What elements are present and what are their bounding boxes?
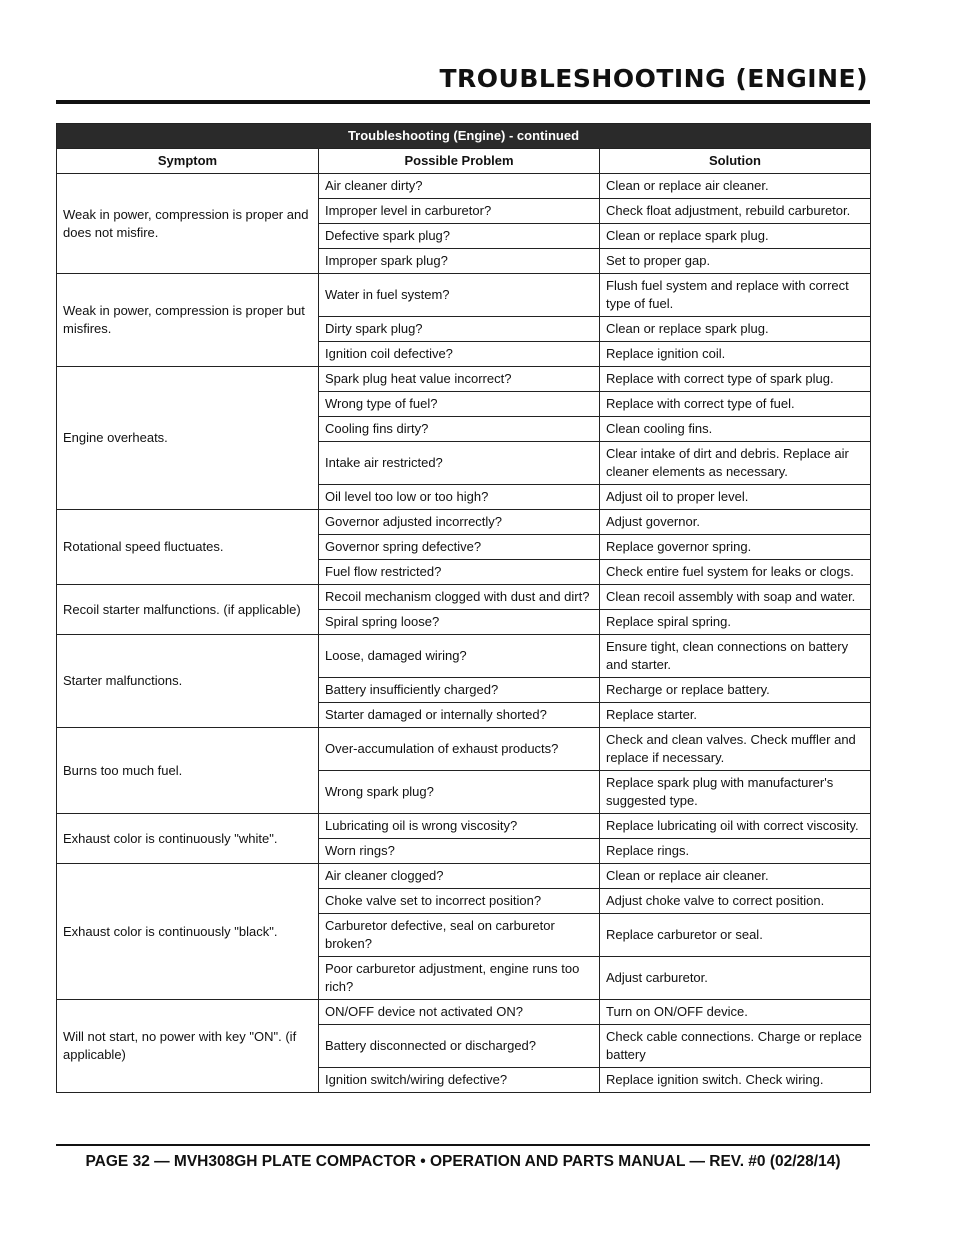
possible-problem-cell: Wrong type of fuel? bbox=[319, 392, 600, 417]
symptom-cell: Weak in power, compression is proper but misfires. bbox=[57, 274, 319, 367]
solution-cell: Replace carburetor or seal. bbox=[600, 914, 871, 957]
possible-problem-cell: Dirty spark plug? bbox=[319, 317, 600, 342]
possible-problem-cell: Carburetor defective, seal on carburetor broken? bbox=[319, 914, 600, 957]
possible-problem-cell: ON/OFF device not activated ON? bbox=[319, 1000, 600, 1025]
column-header-symptom: Symptom bbox=[57, 149, 319, 174]
possible-problem-cell: Choke valve set to incorrect position? bbox=[319, 889, 600, 914]
solution-cell: Ensure tight, clean connections on battery and starter. bbox=[600, 635, 871, 678]
possible-problem-cell: Spark plug heat value incorrect? bbox=[319, 367, 600, 392]
solution-cell: Replace rings. bbox=[600, 839, 871, 864]
possible-problem-cell: Spiral spring loose? bbox=[319, 610, 600, 635]
possible-problem-cell: Fuel flow restricted? bbox=[319, 560, 600, 585]
troubleshooting-table bbox=[56, 123, 871, 1093]
possible-problem-cell: Wrong spark plug? bbox=[319, 771, 600, 814]
solution-cell: Clean recoil assembly with soap and water. bbox=[600, 585, 871, 610]
table-row bbox=[57, 1000, 871, 1025]
footer-divider bbox=[56, 1144, 870, 1146]
possible-problem-cell: Improper spark plug? bbox=[319, 249, 600, 274]
solution-cell: Adjust carburetor. bbox=[600, 957, 871, 1000]
symptom-cell: Exhaust color is continuously "white". bbox=[57, 814, 319, 864]
column-header-possible-problem: Possible Problem bbox=[319, 149, 600, 174]
solution-cell: Replace ignition coil. bbox=[600, 342, 871, 367]
solution-cell: Adjust oil to proper level. bbox=[600, 485, 871, 510]
solution-cell: Replace lubricating oil with correct viscosity. bbox=[600, 814, 871, 839]
possible-problem-cell: Air cleaner dirty? bbox=[319, 174, 600, 199]
table-row bbox=[57, 174, 871, 199]
possible-problem-cell: Governor adjusted incorrectly? bbox=[319, 510, 600, 535]
possible-problem-cell: Defective spark plug? bbox=[319, 224, 600, 249]
possible-problem-cell: Starter damaged or internally shorted? bbox=[319, 703, 600, 728]
table-row bbox=[57, 367, 871, 392]
solution-cell: Replace with correct type of spark plug. bbox=[600, 367, 871, 392]
table-row bbox=[57, 864, 871, 889]
possible-problem-cell: Ignition coil defective? bbox=[319, 342, 600, 367]
possible-problem-cell: Ignition switch/wiring defective? bbox=[319, 1068, 600, 1093]
solution-cell: Check entire fuel system for leaks or clogs. bbox=[600, 560, 871, 585]
solution-cell: Clean or replace air cleaner. bbox=[600, 864, 871, 889]
solution-cell: Turn on ON/OFF device. bbox=[600, 1000, 871, 1025]
possible-problem-cell: Improper level in carburetor? bbox=[319, 199, 600, 224]
possible-problem-cell: Battery disconnected or discharged? bbox=[319, 1025, 600, 1068]
possible-problem-cell: Oil level too low or too high? bbox=[319, 485, 600, 510]
possible-problem-cell: Poor carburetor adjustment, engine runs too rich? bbox=[319, 957, 600, 1000]
solution-cell: Adjust choke valve to correct position. bbox=[600, 889, 871, 914]
symptom-cell: Weak in power, compression is proper and does not misfire. bbox=[57, 174, 319, 274]
solution-cell: Clean cooling fins. bbox=[600, 417, 871, 442]
page-footer: PAGE 32 — MVH308GH PLATE COMPACTOR • OPERATION AND PARTS MANUAL — REV. #0 (02/28/14) bbox=[85, 1153, 841, 1170]
possible-problem-cell: Worn rings? bbox=[319, 839, 600, 864]
possible-problem-cell: Over-accumulation of exhaust products? bbox=[319, 728, 600, 771]
symptom-cell: Will not start, no power with key "ON". (if applicable) bbox=[57, 1000, 319, 1093]
solution-cell: Adjust governor. bbox=[600, 510, 871, 535]
solution-cell: Recharge or replace battery. bbox=[600, 678, 871, 703]
symptom-cell: Burns too much fuel. bbox=[57, 728, 319, 814]
symptom-cell: Engine overheats. bbox=[57, 367, 319, 510]
solution-cell: Check float adjustment, rebuild carburetor. bbox=[600, 199, 871, 224]
table-body bbox=[57, 174, 871, 1093]
table-row bbox=[57, 274, 871, 317]
symptom-cell: Recoil starter malfunctions. (if applicable) bbox=[57, 585, 319, 635]
column-header-solution: Solution bbox=[600, 149, 871, 174]
possible-problem-cell: Cooling fins dirty? bbox=[319, 417, 600, 442]
solution-cell: Flush fuel system and replace with correct type of fuel. bbox=[600, 274, 871, 317]
solution-cell: Replace starter. bbox=[600, 703, 871, 728]
table-caption: Troubleshooting (Engine) - continued bbox=[57, 124, 871, 149]
table-row bbox=[57, 814, 871, 839]
possible-problem-cell: Intake air restricted? bbox=[319, 442, 600, 485]
solution-cell: Replace spark plug with manufacturer's suggested type. bbox=[600, 771, 871, 814]
table-row bbox=[57, 585, 871, 610]
symptom-cell: Starter malfunctions. bbox=[57, 635, 319, 728]
possible-problem-cell: Lubricating oil is wrong viscosity? bbox=[319, 814, 600, 839]
solution-cell: Replace ignition switch. Check wiring. bbox=[600, 1068, 871, 1093]
solution-cell: Check cable connections. Charge or replace battery bbox=[600, 1025, 871, 1068]
solution-cell: Replace with correct type of fuel. bbox=[600, 392, 871, 417]
solution-cell: Clean or replace spark plug. bbox=[600, 317, 871, 342]
possible-problem-cell: Recoil mechanism clogged with dust and dirt? bbox=[319, 585, 600, 610]
solution-cell: Set to proper gap. bbox=[600, 249, 871, 274]
symptom-cell: Rotational speed fluctuates. bbox=[57, 510, 319, 585]
solution-cell: Replace spiral spring. bbox=[600, 610, 871, 635]
solution-cell: Clear intake of dirt and debris. Replace air cleaner elements as necessary. bbox=[600, 442, 871, 485]
solution-cell: Clean or replace air cleaner. bbox=[600, 174, 871, 199]
solution-cell: Replace governor spring. bbox=[600, 535, 871, 560]
title-divider bbox=[56, 100, 870, 104]
symptom-cell: Exhaust color is continuously "black". bbox=[57, 864, 319, 1000]
possible-problem-cell: Air cleaner clogged? bbox=[319, 864, 600, 889]
page-title: TROUBLESHOOTING (ENGINE) bbox=[439, 64, 868, 93]
possible-problem-cell: Loose, damaged wiring? bbox=[319, 635, 600, 678]
solution-cell: Clean or replace spark plug. bbox=[600, 224, 871, 249]
solution-cell: Check and clean valves. Check muffler and replace if necessary. bbox=[600, 728, 871, 771]
table-row bbox=[57, 635, 871, 678]
possible-problem-cell: Battery insufficiently charged? bbox=[319, 678, 600, 703]
possible-problem-cell: Governor spring defective? bbox=[319, 535, 600, 560]
table-row bbox=[57, 510, 871, 535]
possible-problem-cell: Water in fuel system? bbox=[319, 274, 600, 317]
table-row bbox=[57, 728, 871, 771]
